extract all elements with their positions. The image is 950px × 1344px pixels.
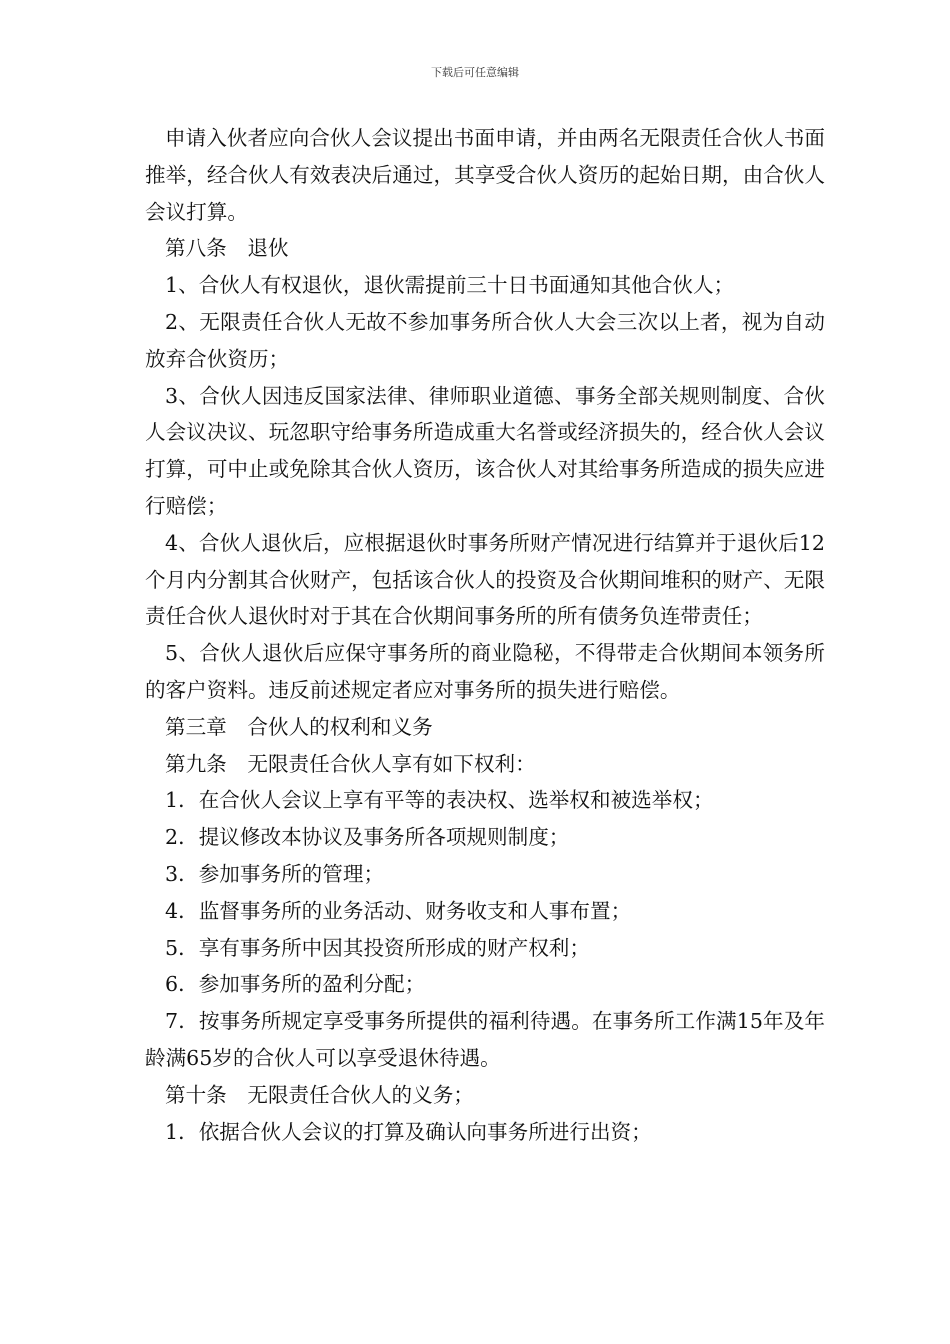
article-8-heading: 第八条 退伙: [165, 236, 289, 261]
withdrawal-item-3: 3、合伙人因违反国家法律、律师职业道德、事务全部关规则制度、合伙人会议决议、玩忽职守给事务所造成重大名誉或经济损失的，经合伙人会议打算，可中止或免除其合伙人资历，该合伙人对其给事务所造成的损失应进行赔偿；: [145, 383, 825, 518]
rights-item-3: 3．参加事务所的管理；: [165, 861, 385, 886]
withdrawal-item-4: 4、合伙人退伙后，应根据退伙时事务所财产情况进行结算并于退伙后12个月内分割其合伙财产，包括该合伙人的投资及合伙期间堆积的财产、无限责任合伙人退伙时对于其在合伙期间事务所的所有债务负连带责任；: [145, 530, 825, 629]
page-header: 下载后可任意编辑: [431, 66, 519, 79]
withdrawal-item-1: 1、合伙人有权退伙，退伙需提前三十日书面通知其他合伙人；: [165, 273, 735, 298]
chapter-3-heading: 第三章 合伙人的权利和义务: [165, 714, 433, 739]
article-10-heading: 第十条 无限责任合伙人的义务；: [165, 1082, 474, 1107]
rights-item-4: 4．监督事务所的业务活动、财务收支和人事布置；: [165, 898, 632, 923]
paragraph-admission: 申请入伙者应向合伙人会议提出书面申请，并由两名无限责任合伙人书面推举，经合伙人有效表决后通过，其享受合伙人资历的起始日期，由合伙人会议打算。: [145, 126, 825, 224]
withdrawal-item-5: 5、合伙人退伙后应保守事务所的商业隐秘，不得带走合伙期间本领务所的客户资料。违反前述规定者应对事务所的损失进行赔偿。: [145, 641, 825, 702]
article-9-heading: 第九条 无限责任合伙人享有如下权利：: [165, 751, 536, 776]
rights-item-1: 1．在合伙人会议上享有平等的表决权、选举权和被选举权；: [165, 788, 714, 813]
rights-item-5: 5．享有事务所中因其投资所形成的财产权利；: [165, 935, 590, 960]
rights-item-2: 2．提议修改本协议及事务所各项规则制度；: [165, 825, 570, 850]
rights-item-6: 6．参加事务所的盈利分配；: [165, 972, 426, 997]
withdrawal-item-2: 2、无限责任合伙人无故不参加事务所合伙人大会三次以上者，视为自动放弃合伙资历；: [145, 309, 825, 371]
rights-item-7: 7．按事务所规定享受事务所提供的福利待遇。在事务所工作满15年及年龄满65岁的合伙人可以享受退休待遇。: [145, 1009, 825, 1070]
obligations-item-1: 1．依据合伙人会议的打算及确认向事务所进行出资；: [165, 1119, 652, 1144]
document-body: [145, 120, 825, 1150]
